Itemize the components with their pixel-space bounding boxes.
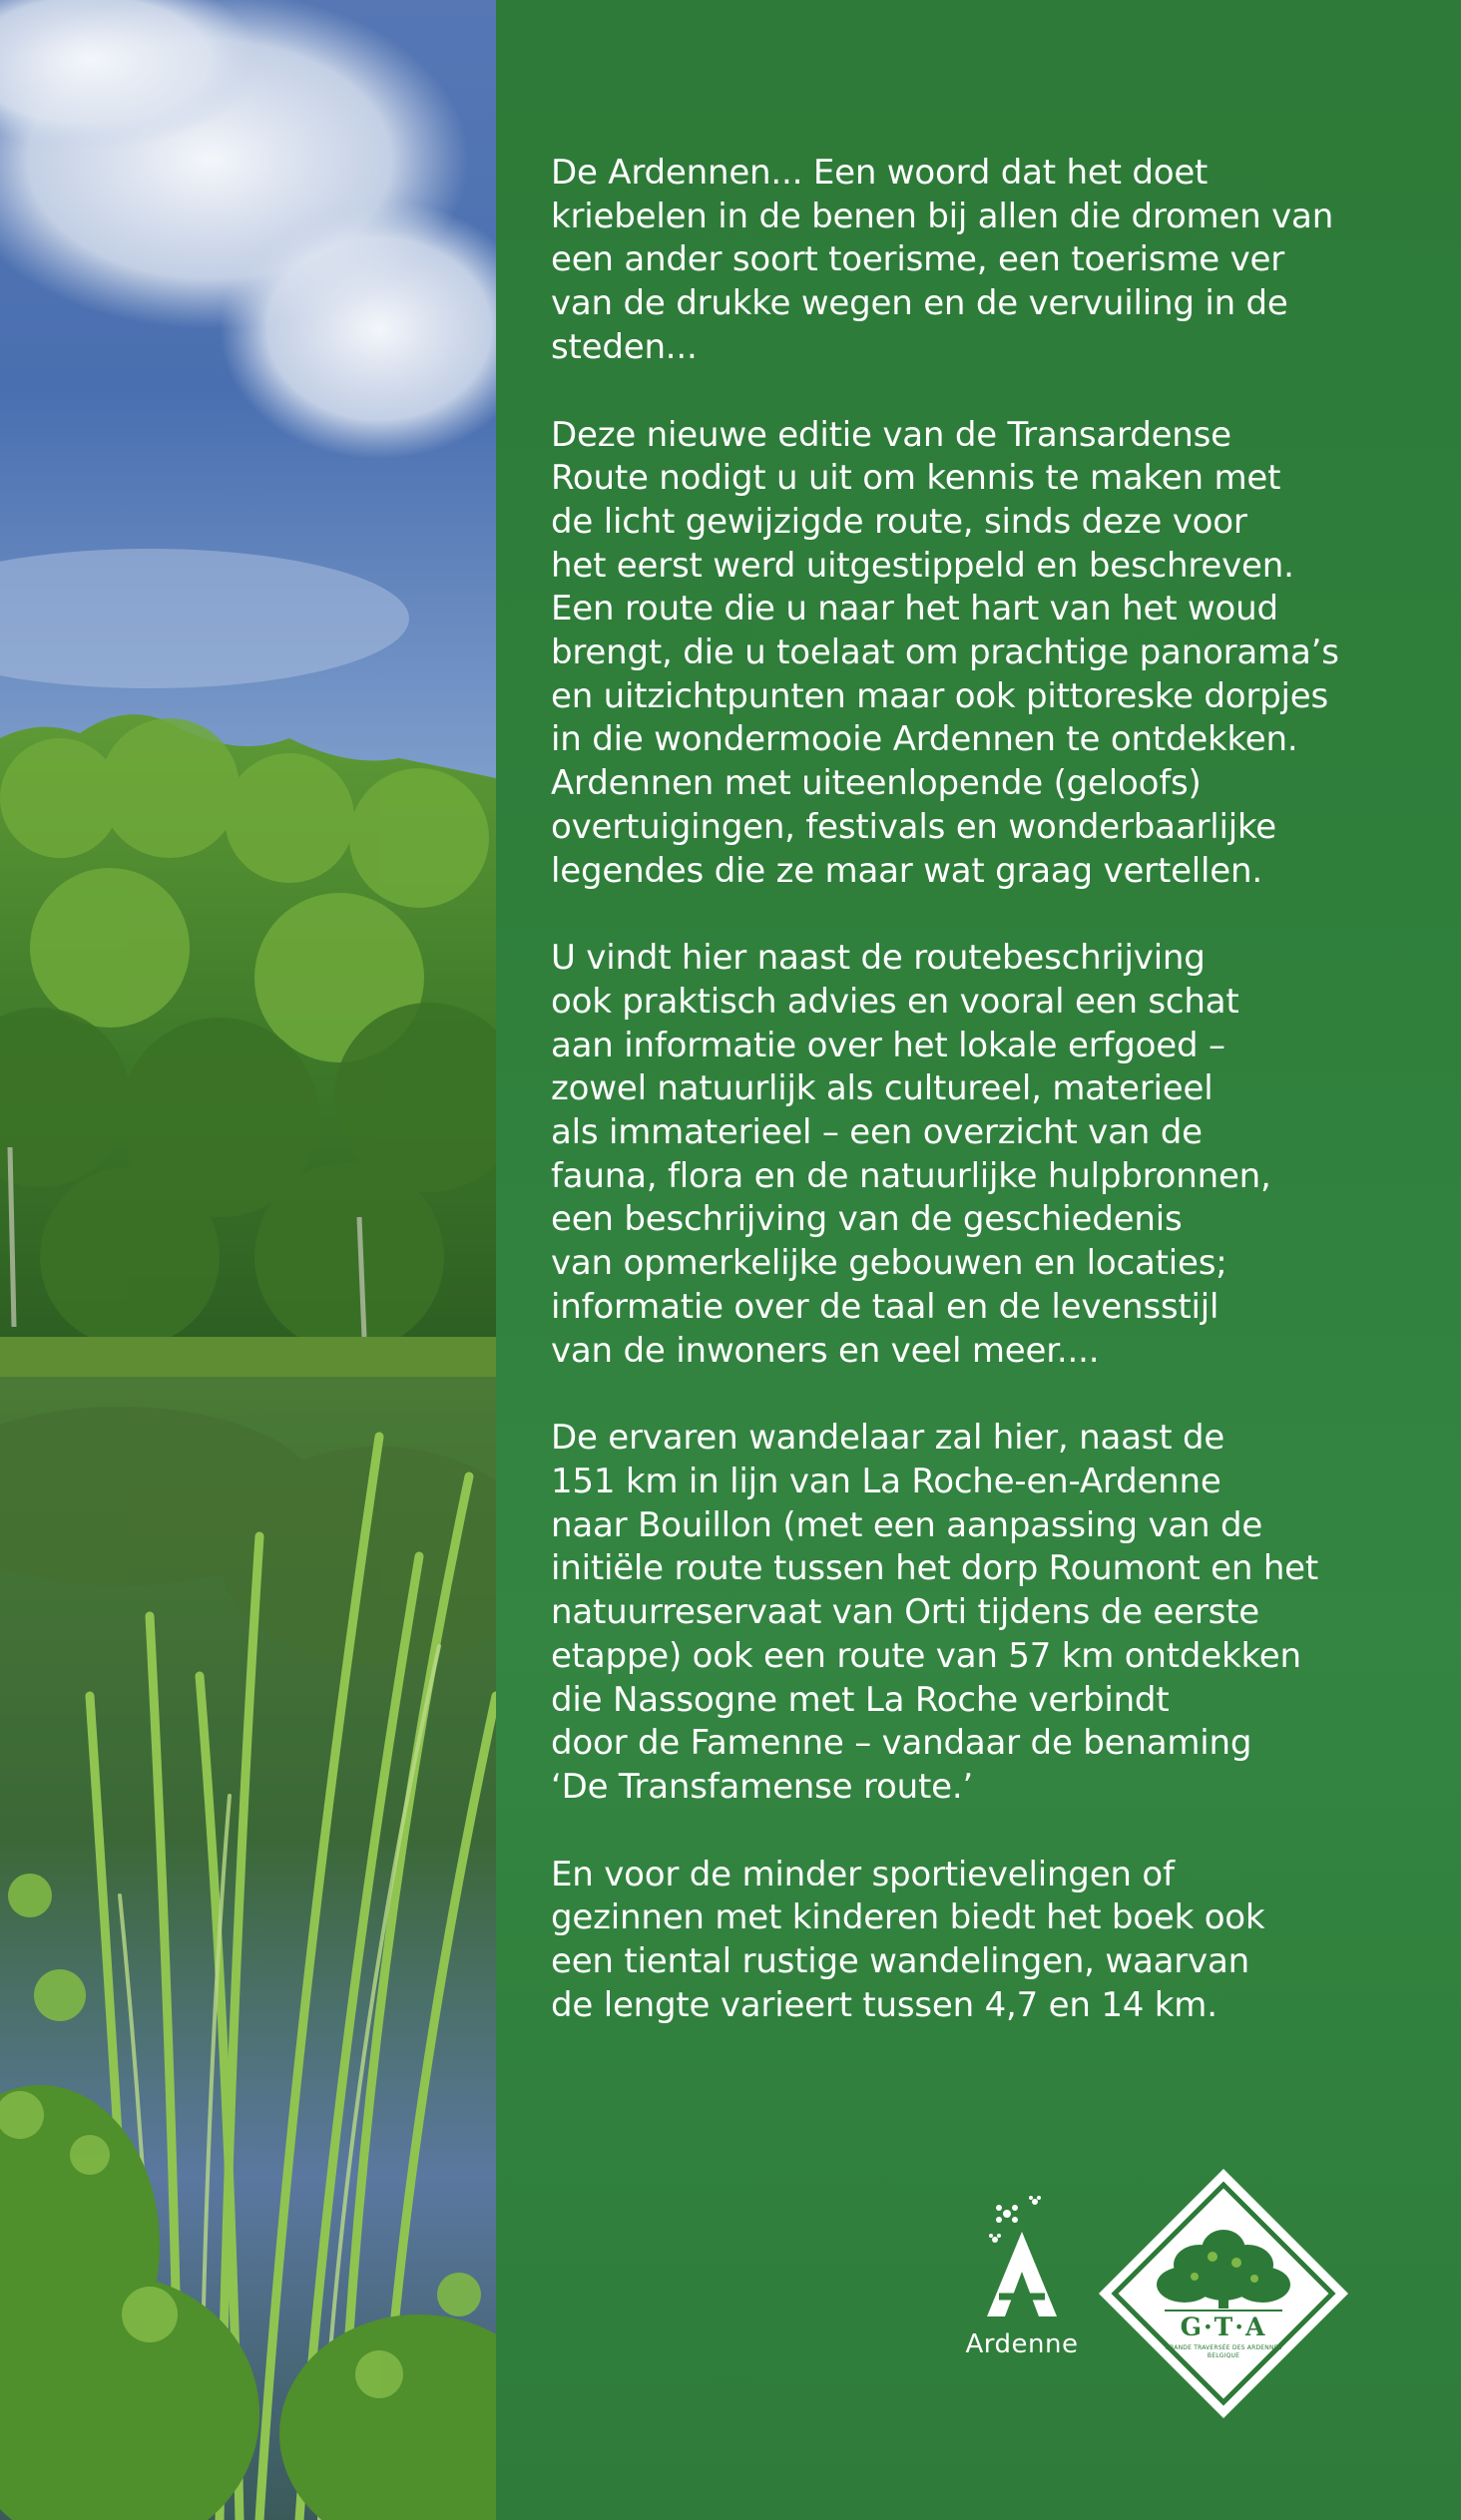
- cover-photo: [0, 0, 496, 2520]
- gta-emblem-icon: [1095, 2165, 1352, 2422]
- description-text: [551, 152, 1429, 2071]
- gta-logo: [1095, 2165, 1352, 2422]
- paragraph-routes: De ervaren wandelaar zal hier, naast de 151 km in lijn van La Roche-en-Ardenne naar Bouillon (met een aanpassing van de initiële route tussen het dorp Roumont en het natuurreservaat van Orti tijdens de eerste etappe) ook een route van 57 km ontdekken die Nassogne met La Roche verbindt door de Famenne – vandaar de benaming ‘De Transfamense route.’: [551, 1418, 1319, 1807]
- paragraph-family-walks: En voor de minder sportievelingen of gezinnen met kinderen biedt het boek ook een tiental rustige wandelingen, waarvan de lengte varieert tussen 4,7 en 14 km.: [551, 1854, 1265, 2025]
- gta-label: G·T·A: [1180, 2312, 1267, 2341]
- landscape-illustration: [0, 0, 496, 2520]
- gta-subtitle: GRANDE TRAVERSÉE DES ARDENNES BELGIQUE: [1165, 2344, 1282, 2359]
- paragraph-intro: De Ardennen... Een woord dat het doet kriebelen in de benen bij allen die dromen van een ander soort toerisme, een toerisme ver van de drukke wegen en de vervuiling in de steden...: [551, 153, 1334, 367]
- ardenne-a-icon: [947, 2192, 1097, 2331]
- description-panel: [496, 0, 1461, 2520]
- ardenne-logo: [947, 2192, 1097, 2371]
- paragraph-practical-advice: U vindt hier naast de routebeschrijving ook praktisch advies en vooral een schat aan informatie over het lokale erfgoed – zowel natuurlijk als cultureel, materieel als immaterieel – een overzicht van de fauna, flora en de natuurlijke hulpbronnen, een beschrijving van de geschiedenis van opmerkelijke gebouwen en locaties; informatie over de taal en de levensstijl van de inwoners en veel meer....: [551, 938, 1271, 1371]
- ardenne-label: Ardenne: [965, 2329, 1079, 2359]
- paragraph-new-edition: Deze nieuwe editie van de Transardense Route nodigt u uit om kennis te maken met de licht gewijzigde route, sinds deze voor het eerst werd uitgestippeld en beschreven. Een route die u naar het hart van het woud brengt, die u toelaat om prachtige panorama’s en uitzichtpunten maar ook pittoreske dorpjes in die wondermooie Ardennen te ontdekken. Ardennen met uiteenlopende (geloofs) overtuigingen, festivals en wonderbaarlijke legendes die ze maar wat graag vertellen.: [551, 414, 1339, 891]
